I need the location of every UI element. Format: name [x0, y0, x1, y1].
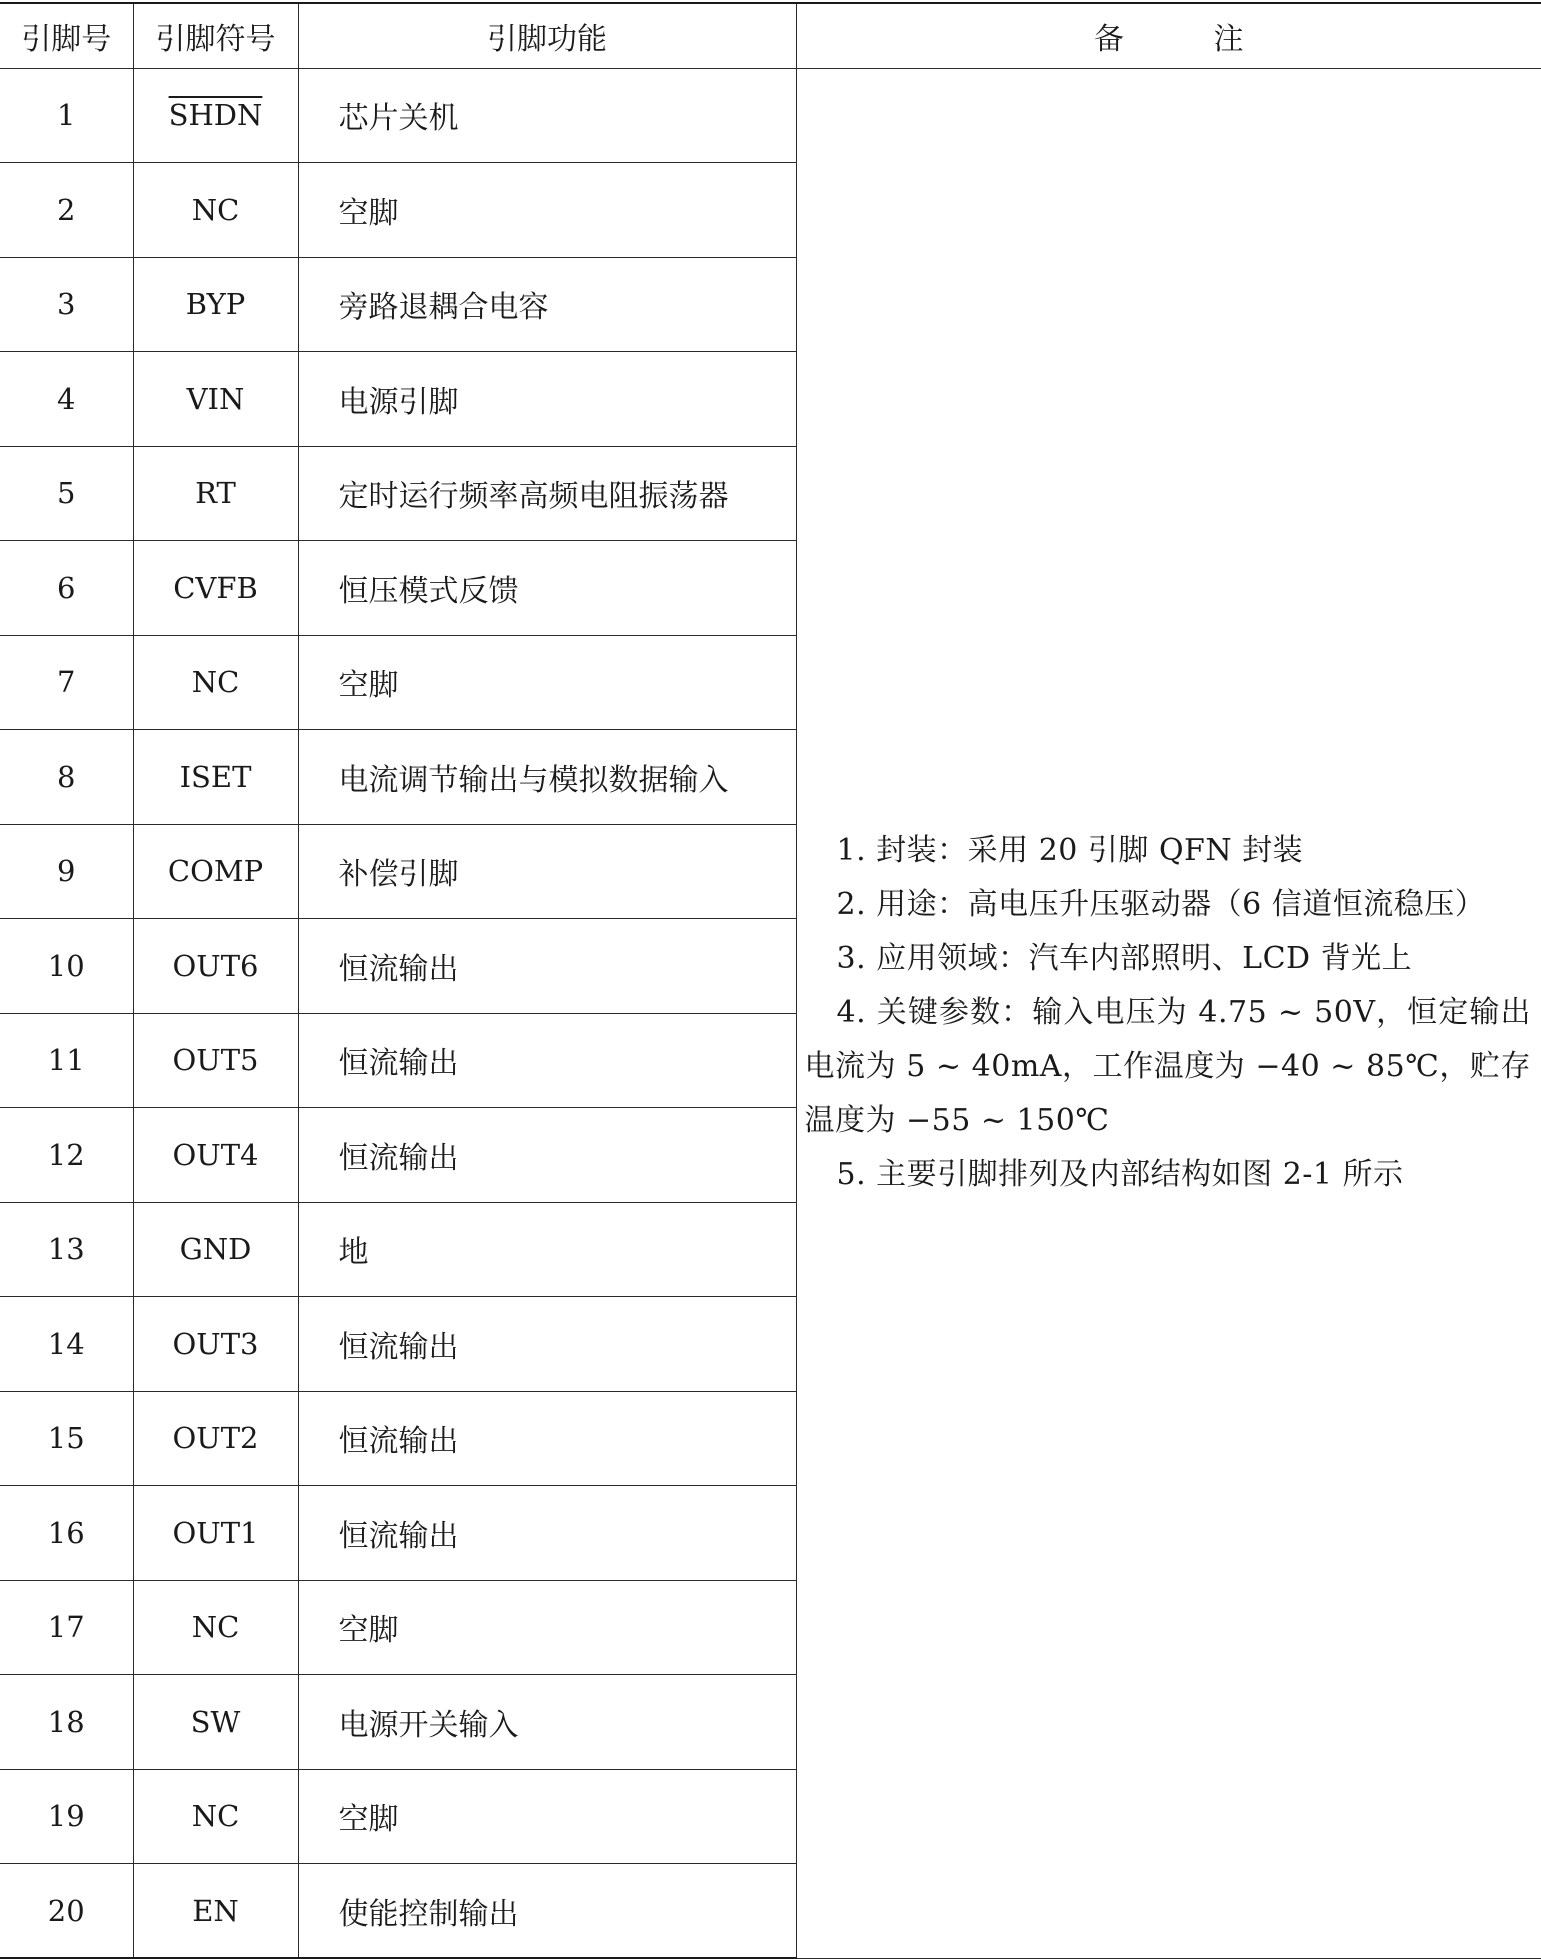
- pin-symbol-cell: RT: [133, 446, 298, 541]
- pin-number-cell: 4: [0, 352, 133, 447]
- pin-function-cell: 空脚: [298, 163, 796, 258]
- header-pin-symbol: 引脚符号: [133, 3, 298, 68]
- pin-number-cell: 5: [0, 446, 133, 541]
- pin-symbol-cell: OUT4: [133, 1108, 298, 1203]
- pin-number-cell: 19: [0, 1769, 133, 1864]
- pin-symbol-overline: SHDN: [168, 98, 263, 133]
- pin-function-cell: 恒流输出: [298, 1391, 796, 1486]
- pin-number-cell: 3: [0, 257, 133, 352]
- pin-symbol-cell: ISET: [133, 730, 298, 825]
- pin-function-cell: 旁路退耦合电容: [298, 257, 796, 352]
- pin-number-cell: 18: [0, 1675, 133, 1770]
- pin-function-cell: 定时运行频率高频电阻振荡器: [298, 446, 796, 541]
- note-item: 3. 应用领域：汽车内部照明、LCD 背光上: [836, 941, 1413, 976]
- header-row: [0, 3, 1541, 68]
- pin-number-cell: 6: [0, 541, 133, 636]
- pin-symbol-cell: GND: [133, 1202, 298, 1297]
- pin-function-cell: 恒流输出: [298, 1486, 796, 1581]
- pin-number-cell: 8: [0, 730, 133, 825]
- notes-cell: [796, 68, 1541, 1958]
- pin-symbol-cell: NC: [133, 1769, 298, 1864]
- pin-number-cell: 2: [0, 163, 133, 258]
- table-body: [0, 68, 1541, 1958]
- pin-number-cell: 15: [0, 1391, 133, 1486]
- pin-symbol-cell: OUT1: [133, 1486, 298, 1581]
- pin-function-cell: 空脚: [298, 1769, 796, 1864]
- pin-symbol-cell: NC: [133, 1580, 298, 1675]
- pin-symbol-cell: COMP: [133, 824, 298, 919]
- header-pin-function: 引脚功能: [298, 3, 796, 68]
- pin-number-cell: 14: [0, 1297, 133, 1392]
- header-notes-label: 备 注: [1093, 21, 1284, 57]
- pin-number-cell: 11: [0, 1013, 133, 1108]
- pin-function-cell: 电源开关输入: [298, 1675, 796, 1770]
- pin-function-cell: 使能控制输出: [298, 1864, 796, 1959]
- pin-table: [0, 2, 1541, 1959]
- pin-function-cell: 空脚: [298, 1580, 796, 1675]
- pin-symbol-cell: VIN: [133, 352, 298, 447]
- pin-function-cell: 恒流输出: [298, 1297, 796, 1392]
- pin-function-cell: 恒压模式反馈: [298, 541, 796, 636]
- header-pin-no: 引脚号: [0, 3, 133, 68]
- pin-function-cell: 芯片关机: [298, 68, 796, 163]
- pin-number-cell: 16: [0, 1486, 133, 1581]
- note-item: 4. 关键参数：输入电压为 4.75 ~ 50V，恒定输出电流为 5 ~ 40mA，工作温度为 −40 ~ 85℃，贮存温度为 −55 ~ 150℃: [804, 995, 1531, 1138]
- pin-symbol-cell: [133, 68, 298, 163]
- pin-symbol-cell: OUT2: [133, 1391, 298, 1486]
- pin-symbol-cell: OUT3: [133, 1297, 298, 1392]
- pin-symbol-cell: OUT5: [133, 1013, 298, 1108]
- pin-symbol-cell: CVFB: [133, 541, 298, 636]
- pin-number-cell: 9: [0, 824, 133, 919]
- pin-function-cell: 空脚: [298, 635, 796, 730]
- pin-number-cell: 7: [0, 635, 133, 730]
- table-header: [0, 3, 1541, 68]
- pin-function-cell: 恒流输出: [298, 1108, 796, 1203]
- pin-function-cell: 地: [298, 1202, 796, 1297]
- pin-symbol-cell: SW: [133, 1675, 298, 1770]
- pin-symbol-cell: OUT6: [133, 919, 298, 1014]
- table-row: [0, 68, 1541, 163]
- note-item: 5. 主要引脚排列及内部结构如图 2-1 所示: [836, 1157, 1404, 1192]
- note-item: 1. 封装：采用 20 引脚 QFN 封装: [836, 833, 1304, 868]
- pin-function-cell: 电源引脚: [298, 352, 796, 447]
- pin-symbol-cell: BYP: [133, 257, 298, 352]
- pin-symbol-cell: EN: [133, 1864, 298, 1959]
- pin-function-cell: 恒流输出: [298, 919, 796, 1014]
- pin-number-cell: 10: [0, 919, 133, 1014]
- header-notes: [796, 3, 1541, 68]
- note-item: 2. 用途：高电压升压驱动器（6 信道恒流稳压）: [836, 887, 1486, 922]
- pin-symbol-cell: NC: [133, 163, 298, 258]
- pin-number-cell: 13: [0, 1202, 133, 1297]
- pin-number-cell: 20: [0, 1864, 133, 1959]
- pin-number-cell: 12: [0, 1108, 133, 1203]
- pin-number-cell: 1: [0, 68, 133, 163]
- pin-function-cell: 恒流输出: [298, 1013, 796, 1108]
- pin-symbol-cell: NC: [133, 635, 298, 730]
- pin-number-cell: 17: [0, 1580, 133, 1675]
- pin-function-cell: 补偿引脚: [298, 824, 796, 919]
- pin-function-cell: 电流调节输出与模拟数据输入: [298, 730, 796, 825]
